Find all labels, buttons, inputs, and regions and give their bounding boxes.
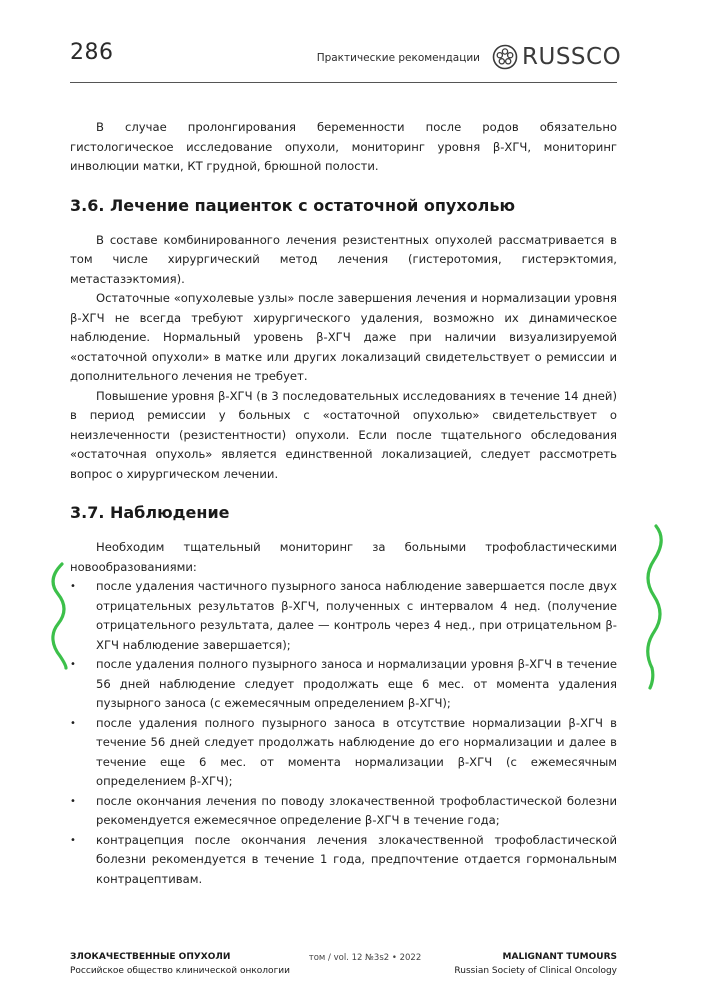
list-item: • после окончания лечения по поводу злокачественной трофобластической болезни рекомендуется ежемесячное определение β-ХГЧ в течение года; bbox=[70, 792, 617, 831]
society-name-ru: Российское общество клинической онкологии bbox=[70, 966, 290, 976]
running-head: Практические рекомендации bbox=[316, 52, 480, 64]
paragraph: Необходим тщательный мониторинг за больными трофобластическими новообразованиями: bbox=[70, 540, 617, 574]
list-item: • контрацепция после окончания лечения злокачественной трофобластической болезни рекомендуется в течение 1 года, предпочтение отдается гормональным контрацептивам. bbox=[70, 831, 617, 890]
society-name-en: Russian Society of Clinical Oncology bbox=[454, 966, 617, 976]
journal-title-ru: ЗЛОКАЧЕСТВЕННЫЕ ОПУХОЛИ bbox=[70, 952, 231, 962]
section-heading-3-7: 3.7. Наблюдение bbox=[70, 503, 230, 522]
right-margin-squiggle bbox=[640, 522, 670, 692]
intro-paragraph: В случае пролонгирования беременности после родов обязательно гистологическое исследование опухоли, мониторинг уровня β-ХГЧ, мониторинг инволюции матки, КТ грудной, брюшной полости. bbox=[70, 120, 617, 173]
left-margin-squiggle bbox=[44, 560, 74, 670]
logo-text: RUSSCO bbox=[522, 44, 622, 70]
paragraph: В составе комбинированного лечения резистентных опухолей рассматривается в том числе хирургический метод лечения (гистеротомия, гистерэктомия, метастазэктомия). bbox=[70, 232, 617, 286]
header-divider bbox=[70, 82, 617, 83]
list-item: • после удаления полного пузырного заноса и нормализации уровня β-ХГЧ в течение 56 дней наблюдение следует продолжать еще 6 мес. от момента удаления пузырного заноса (с ежемесячным определением β-ХГЧ); bbox=[70, 655, 617, 714]
journal-title-en: MALIGNANT TUMOURS bbox=[502, 952, 617, 962]
paragraph: Повышение уровня β-ХГЧ (в 3 последовательных исследованиях в течение 14 дней) в период ремиссии у больных с «остаточной опухолью» свидетельствует о неизлеченности (резистентности) опухоли. Если после тщательного обследования «остаточная опухоль» является единственной локализацией, следует рассмотреть вопрос о хирургическом лечении. bbox=[70, 388, 617, 481]
main-content bbox=[70, 118, 617, 889]
list-item: • после удаления частичного пузырного заноса наблюдение завершается после двух отрицательных результатов β-ХГЧ, полученных с интервалом 4 нед. (получение отрицательного результата, далее — контроль через 4 нед., при отрицательном β-ХГЧ наблюдение завершается); bbox=[70, 577, 617, 655]
observation-list bbox=[70, 577, 617, 889]
paragraph: Остаточные «опухолевые узлы» после завершения лечения и нормализации уровня β-ХГЧ не всегда требуют хирургического удаления, возможно их динамическое наблюдение. Нормальный уровень β-ХГЧ даже при наличии визуализируемой «остаточной опухоли» в матке или других локализаций свидетельствует о ремиссии и дополнительного лечения не требует. bbox=[70, 291, 617, 383]
section-heading-3-6: 3.6. Лечение пациенток с остаточной опухолью bbox=[70, 195, 516, 215]
russco-logo bbox=[492, 40, 621, 74]
footer-left bbox=[70, 950, 290, 978]
issue-info: том / vol. 12 №3s2 • 2022 bbox=[308, 953, 422, 963]
list-item: • после удаления полного пузырного заноса в отсутствие нормализации β-ХГЧ в течение 56 дней следует продолжать наблюдение до его нормализации и далее в течение еще 6 мес. от момента нормализации β-ХГЧ (с ежемесячным определением β-ХГЧ); bbox=[70, 714, 617, 792]
russco-logo-icon bbox=[492, 44, 518, 70]
footer-right bbox=[454, 950, 617, 978]
page-number: 286 bbox=[70, 40, 114, 65]
